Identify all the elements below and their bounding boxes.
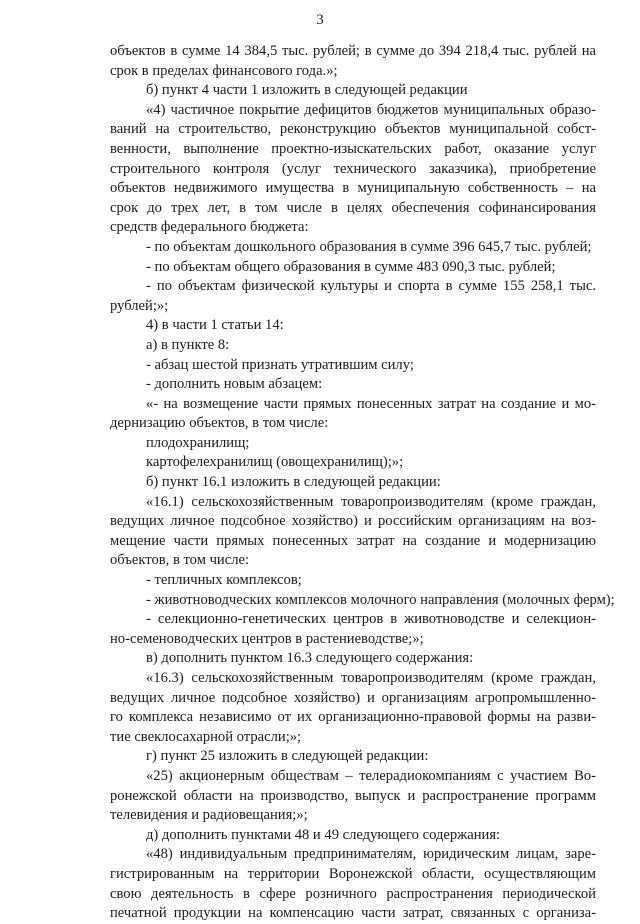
text-line: - по объектам дошкольного образования в сумме 396 645,7 тыс. рублей;: [146, 238, 592, 255]
text-line: ронежской области на производство, выпуск и распространение программ: [110, 787, 596, 804]
text-line: 4) в части 1 статьи 14:: [146, 317, 284, 334]
text-line: в) дополнить пунктом 16.3 следующего содержания:: [146, 650, 474, 667]
text-line: - по объектам общего образования в сумме 483 090,3 тыс. рублей;: [146, 258, 556, 275]
text-line: б) пункт 16.1 изложить в следующей редакции:: [146, 474, 441, 491]
text-line: мещение части прямых понесенных затрат на создание и модернизацию: [110, 532, 596, 549]
text-line: «4) частичное покрытие дефицитов бюджетов муниципальных образо-: [146, 101, 596, 118]
text-line: свою деятельность в сфере розничного распространения периодической: [110, 885, 596, 902]
text-line: «25) акционерным обществам – телерадиокомпаниям с участием Во-: [146, 767, 596, 784]
text-line: - селекционно-генетических центров в животноводстве и селекцион-: [146, 611, 596, 628]
text-line: - животноводческих комплексов молочного направления (молочных ферм);: [146, 591, 615, 608]
text-line: но-семеноводческих центров в растениеводстве;»;: [110, 630, 424, 647]
text-line: картофелехранилищ (овощехранилищ);»;: [146, 454, 404, 471]
text-line: а) в пункте 8:: [146, 336, 230, 353]
text-line: плодохранилищ;: [146, 434, 250, 451]
text-line: печатной продукции на компенсацию части затрат, связанных с организа-: [110, 905, 596, 922]
text-line: объектов недвижимого имущества в муниципальную собственность – на: [110, 180, 596, 197]
text-line: гистрированным на территории Воронежской области, осуществляющим: [110, 865, 596, 882]
text-line: - тепличных комплексов;: [146, 572, 302, 589]
text-line: строительного контроля (услуг технического заказчика), приобретение: [110, 160, 596, 177]
text-line: «- на возмещение части прямых понесенных затрат на создание и мо-: [146, 395, 596, 412]
text-line: срок в пределах финансового года.»;: [110, 62, 338, 79]
text-line: го комплекса независимо от их организационно-правовой формы на разви-: [110, 709, 596, 726]
text-line: дернизацию объектов, в том числе:: [110, 415, 329, 432]
text-line: объектов в сумме 14 384,5 тыс. рублей; в сумме до 394 218,4 тыс. рублей на: [110, 43, 596, 59]
text-line: «16.1) сельскохозяйственным товаропроизводителям (кроме граждан,: [146, 493, 596, 510]
text-line: - абзац шестой признать утратившим силу;: [146, 356, 414, 373]
page-number: 3: [316, 12, 324, 28]
text-line: телевидения и радиовещания;»;: [110, 807, 308, 824]
text-line: срок до трех лет, в том числе в целях обеспечения софинансирования: [110, 199, 596, 216]
text-line: объектов, в том числе:: [110, 552, 250, 569]
body-text: [110, 42, 615, 924]
text-line: б) пункт 4 части 1 изложить в следующей редакции: [146, 82, 468, 99]
text-line: ведущих личное подсобное хозяйство) и организациям агропромышленно-: [110, 689, 596, 706]
text-line: «16.3) сельскохозяйственным товаропроизводителям (кроме граждан,: [146, 670, 596, 686]
text-line: ваний на строительство, реконструкцию объектов муниципальной собст-: [110, 121, 596, 138]
text-line: тие свеклосахарной отрасли;»;: [110, 728, 302, 745]
text-line: д) дополнить пунктами 48 и 49 следующего содержания:: [146, 826, 501, 843]
text-line: - дополнить новым абзацем:: [146, 376, 323, 393]
text-line: венности, выполнение проектно-изыскательских работ, оказание услуг: [110, 140, 596, 157]
text-line: ведущих личное подсобное хозяйство) и российским организациям на воз-: [110, 513, 596, 530]
text-line: рублей;»;: [110, 297, 169, 314]
text-line: «48) индивидуальным предпринимателям, юридическим лицам, заре-: [146, 846, 596, 863]
text-line: - по объектам физической культуры и спорта в сумме 155 258,1 тыс.: [146, 278, 596, 295]
text-line: г) пункт 25 изложить в следующей редакции:: [146, 748, 429, 765]
text-line: средств федерального бюджета:: [110, 219, 309, 236]
